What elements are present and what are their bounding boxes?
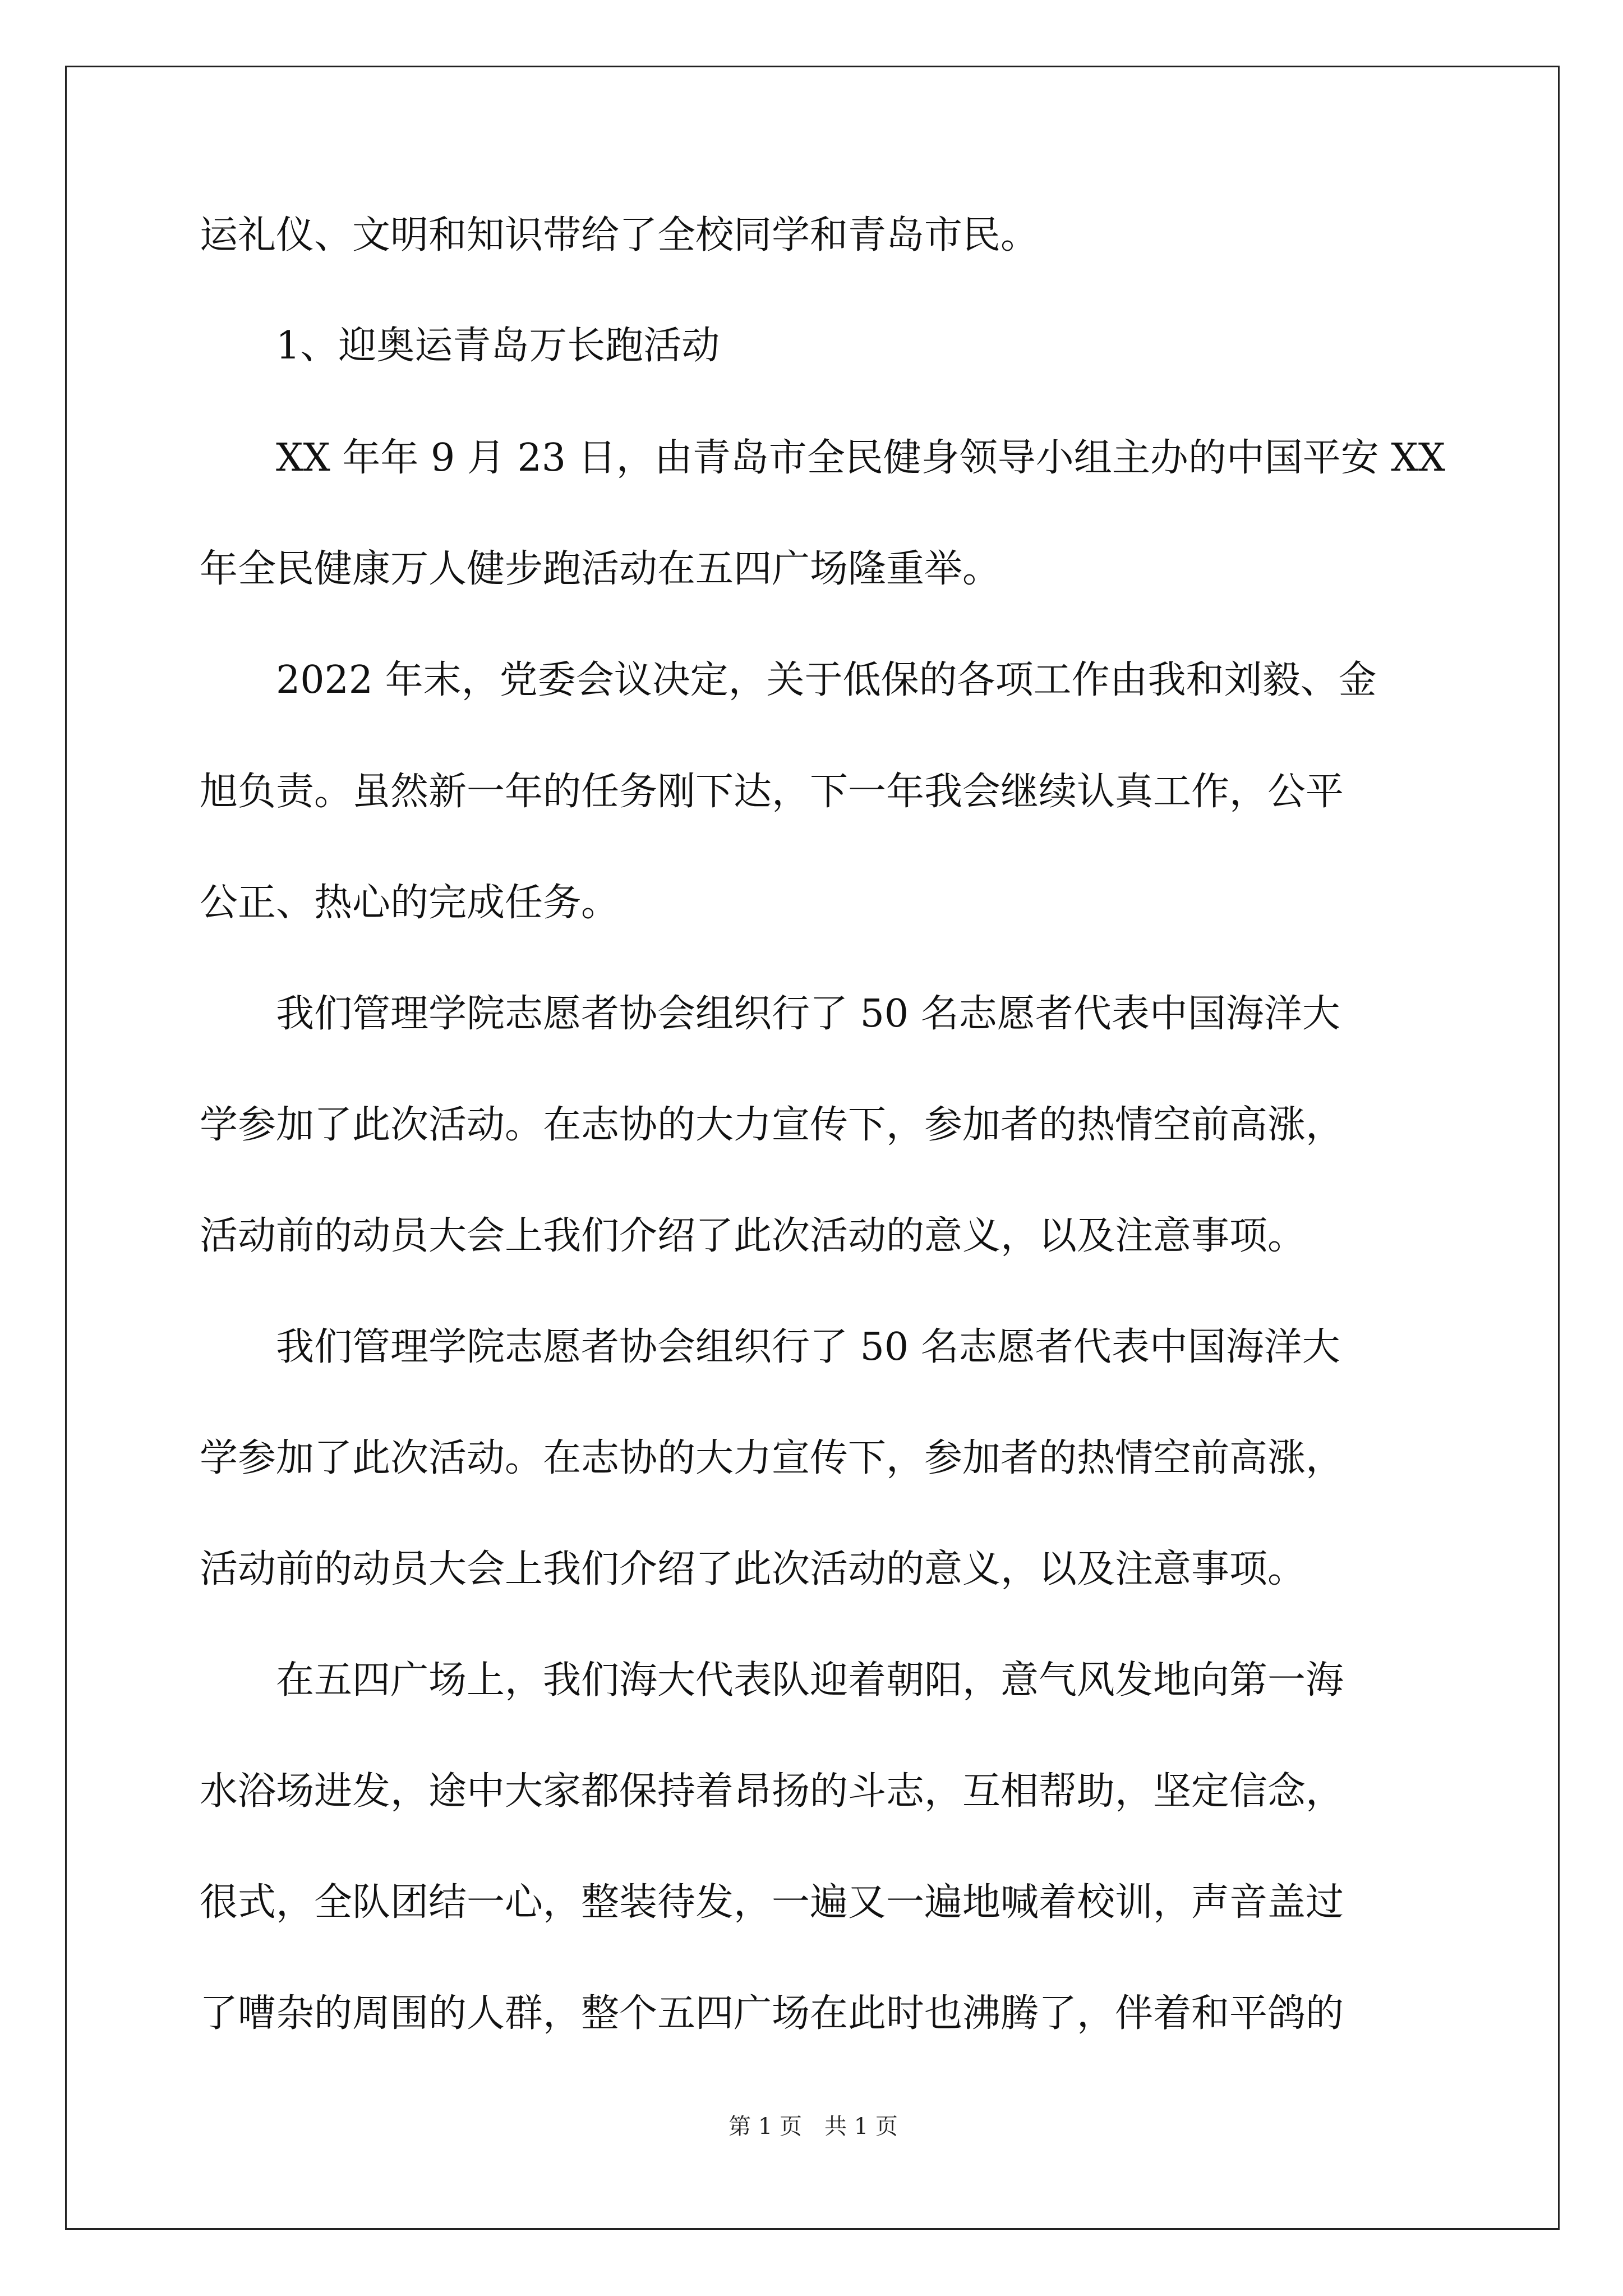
page-number-footer: 第 1 页 共 1 页 xyxy=(728,2114,898,2139)
text-line: 运礼仪、文明和知识带给了全校同学和青岛市民。 xyxy=(200,213,1039,257)
text-line: 活动前的动员大会上我们介绍了此次活动的意义，以及注意事项。 xyxy=(200,1214,1306,1258)
text-line: 了嘈杂的周围的人群，整个五四广场在此时也沸腾了，伴着和平鸽的 xyxy=(200,1991,1344,2036)
text-line: 学参加了此次活动。在志协的大力宣传下，参加者的热情空前高涨， xyxy=(200,1436,1344,1480)
text-line: 2022 年末，党委会议决定，关于低保的各项工作由我和刘毅、金 xyxy=(276,658,1377,702)
text-line: 学参加了此次活动。在志协的大力宣传下，参加者的热情空前高涨， xyxy=(200,1103,1344,1147)
text-line: 很式，全队团结一心，整装待发，一遍又一遍地喊着校训，声音盖过 xyxy=(200,1880,1344,1925)
text-line: 我们管理学院志愿者协会组织行了 50 名志愿者代表中国海洋大 xyxy=(276,1325,1340,1369)
text-line: 水浴场进发，途中大家都保持着昂扬的斗志，互相帮助，坚定信念， xyxy=(200,1769,1344,1814)
text-line: 活动前的动员大会上我们介绍了此次活动的意义，以及注意事项。 xyxy=(200,1547,1306,1591)
text-line: 年全民健康万人健步跑活动在五四广场隆重举。 xyxy=(200,547,1001,591)
text-line: 旭负责。虽然新一年的任务刚下达，下一年我会继续认真工作，公平 xyxy=(200,770,1344,814)
text-line: XX 年年 9 月 23 日，由青岛市全民健身领导小组主办的中国平安 XX xyxy=(276,436,1446,480)
section-heading: 1、迎奥运青岛万长跑活动 xyxy=(276,324,720,368)
text-line: 公正、热心的完成任务。 xyxy=(200,881,620,925)
text-line: 在五四广场上，我们海大代表队迎着朝阳，意气风发地向第一海 xyxy=(276,1658,1344,1703)
text-line: 我们管理学院志愿者协会组织行了 50 名志愿者代表中国海洋大 xyxy=(276,992,1340,1036)
